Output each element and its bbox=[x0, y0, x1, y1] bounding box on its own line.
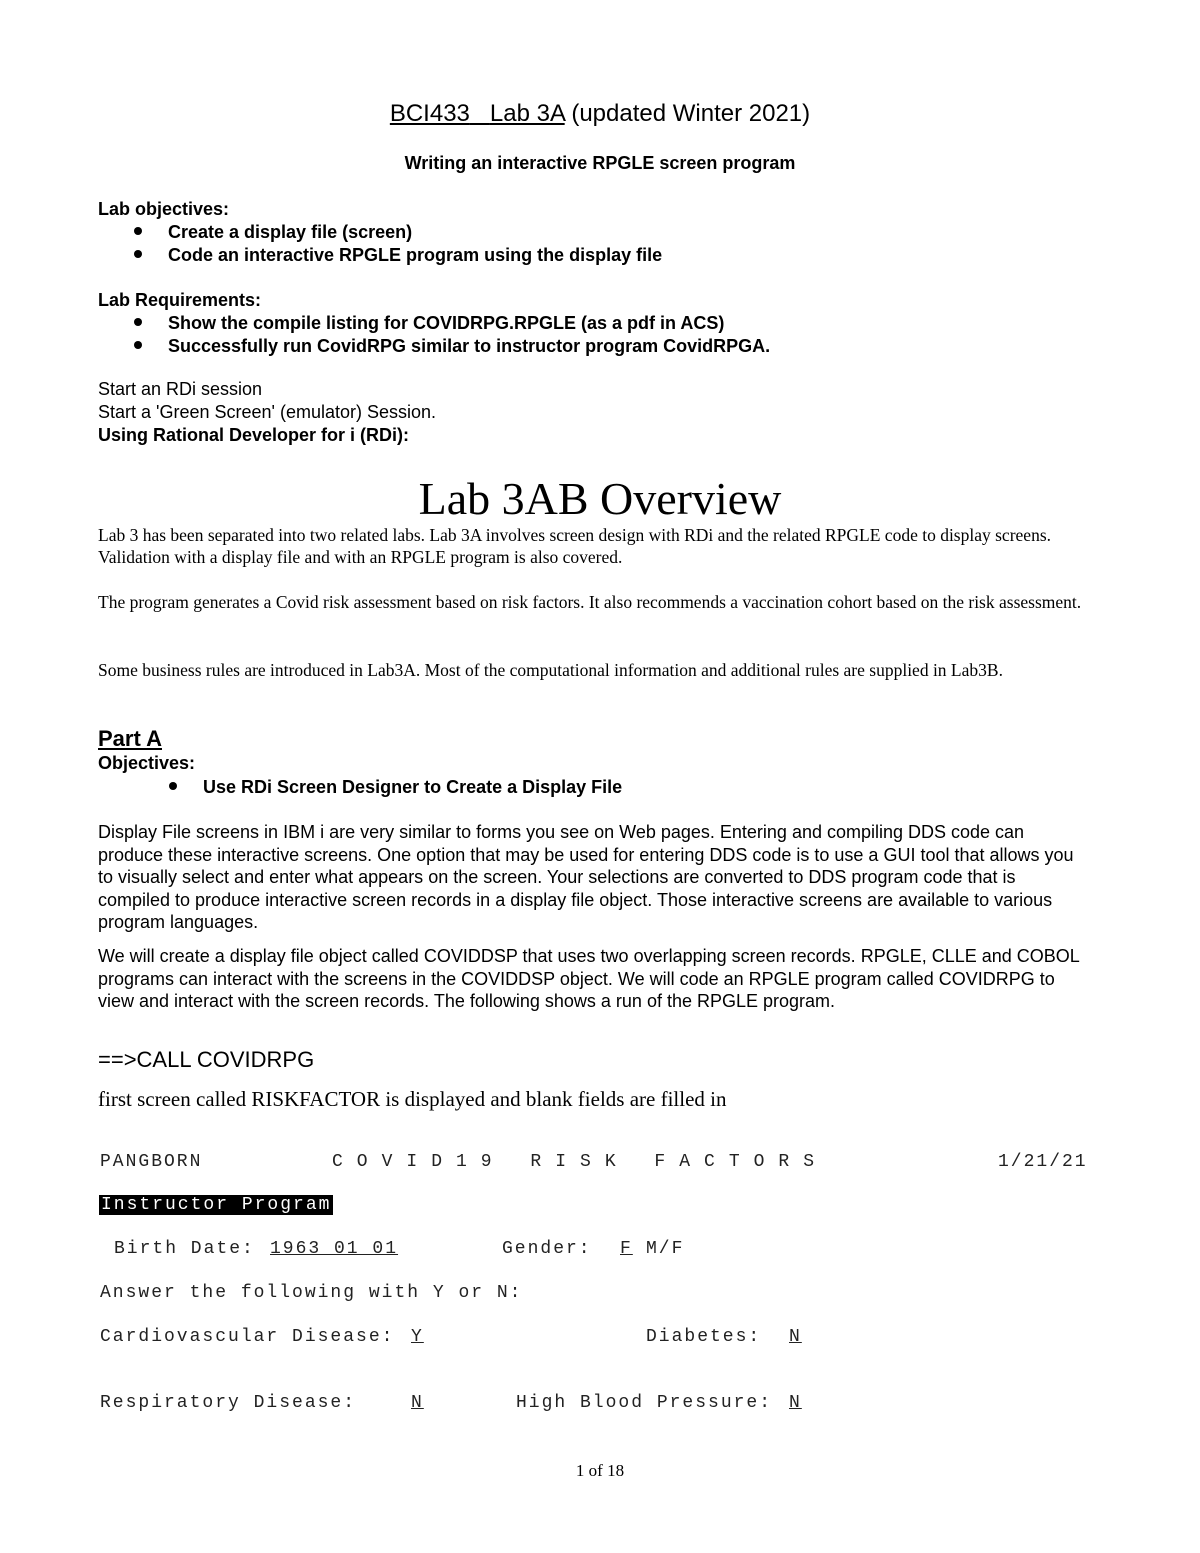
screen-date: 1/21/21 bbox=[998, 1152, 1088, 1172]
part-a-heading: Part A bbox=[98, 726, 162, 751]
intro-line: Start an RDi session bbox=[98, 379, 263, 399]
title-rest: (updated Winter 2021) bbox=[564, 100, 811, 127]
screen-heading: COVID19 RISK FACTORS bbox=[332, 1152, 829, 1172]
call-command: ==>CALL COVIDRPG bbox=[98, 1047, 315, 1072]
birth-date-field[interactable]: 1963 01 01 bbox=[270, 1239, 399, 1259]
gender-field[interactable]: F bbox=[620, 1239, 633, 1259]
bullet-icon bbox=[134, 250, 142, 258]
respiratory-field[interactable]: N bbox=[411, 1393, 424, 1413]
document-title bbox=[0, 100, 1200, 128]
part-a-paragraph: We will create a display file object called COVIDDSP that uses two overlapping screen records. RPGLE, CLLE and COBOL programs can interact with the screens in the COVIDDSP object. We will code an RPGLE program called COVIDRPG to view and interact with the screen records. The following shows a run of the RPGLE program. bbox=[98, 946, 1080, 1012]
screen-user: PANGBORN bbox=[100, 1152, 203, 1172]
document-subtitle: Writing an interactive RPGLE screen program bbox=[404, 153, 796, 173]
part-a-objectives-label: Objectives: bbox=[98, 753, 196, 773]
overview-title: Lab 3AB Overview bbox=[418, 473, 782, 524]
title-lab: Lab 3A bbox=[489, 100, 565, 127]
objective-item: Create a display file (screen) bbox=[134, 222, 412, 243]
birth-date-label: Birth Date: bbox=[114, 1239, 255, 1259]
bullet-icon bbox=[134, 341, 142, 349]
requirement-item: Show the compile listing for COVIDRPG.RPGLE (as a pdf in ACS) bbox=[134, 313, 724, 334]
page-number: 1 of 18 bbox=[575, 1461, 625, 1480]
blood-pressure-label: High Blood Pressure: bbox=[516, 1393, 773, 1413]
blood-pressure-field[interactable]: N bbox=[789, 1393, 802, 1413]
respiratory-label: Respiratory Disease: bbox=[100, 1393, 357, 1413]
objective-item: Code an interactive RPGLE program using the display file bbox=[134, 245, 662, 266]
bullet-icon bbox=[134, 318, 142, 326]
title-course: BCI433 bbox=[389, 100, 470, 127]
diabetes-label: Diabetes: bbox=[646, 1327, 762, 1347]
requirements-label: Lab Requirements: bbox=[98, 290, 262, 310]
first-screen-caption: first screen called RISKFACTOR is displayed and blank fields are filled in bbox=[98, 1087, 727, 1111]
answer-prompt: Answer the following with Y or N: bbox=[100, 1283, 523, 1303]
cardio-field[interactable]: Y bbox=[411, 1327, 424, 1347]
bullet-icon bbox=[169, 782, 177, 790]
requirement-item: Successfully run CovidRPG similar to instructor program CovidRPGA. bbox=[134, 336, 770, 357]
intro-heading: Using Rational Developer for i (RDi): bbox=[98, 425, 410, 445]
gender-hint: M/F bbox=[646, 1239, 685, 1259]
overview-paragraph: Some business rules are introduced in Lab3A. Most of the computational information and additional rules are supplied in Lab3B. bbox=[98, 660, 1003, 680]
part-a-objective-item: Use RDi Screen Designer to Create a Display File bbox=[169, 777, 622, 798]
intro-line: Start a 'Green Screen' (emulator) Session. bbox=[98, 402, 437, 422]
gender-label: Gender: bbox=[502, 1239, 592, 1259]
objectives-label: Lab objectives: bbox=[98, 199, 230, 219]
screen-mode-badge: Instructor Program bbox=[101, 1195, 332, 1215]
cardio-label: Cardiovascular Disease: bbox=[100, 1327, 395, 1347]
bullet-icon bbox=[134, 227, 142, 235]
diabetes-field[interactable]: N bbox=[789, 1327, 802, 1347]
overview-paragraph: Lab 3 has been separated into two related labs. Lab 3A involves screen design with RDi and the related RPGLE code to display screens. Validation with a display file and with an RPGLE program is also covered. bbox=[98, 525, 1051, 567]
part-a-paragraph: Display File screens in IBM i are very similar to forms you see on Web pages. Entering and compiling DDS code can produce these interactive screens. One option that may be used for entering DDS code is to use a GUI tool that allows you to visually select and enter what appears on the screen. Your selections are converted to DDS program code that is compiled to produce interactive screen records in a display file object. Those interactive screens are available to various program languages. bbox=[98, 822, 1074, 933]
overview-paragraph: The program generates a Covid risk assessment based on risk factors. It also recommends a vaccination cohort based on the risk assessment. bbox=[98, 592, 1082, 612]
